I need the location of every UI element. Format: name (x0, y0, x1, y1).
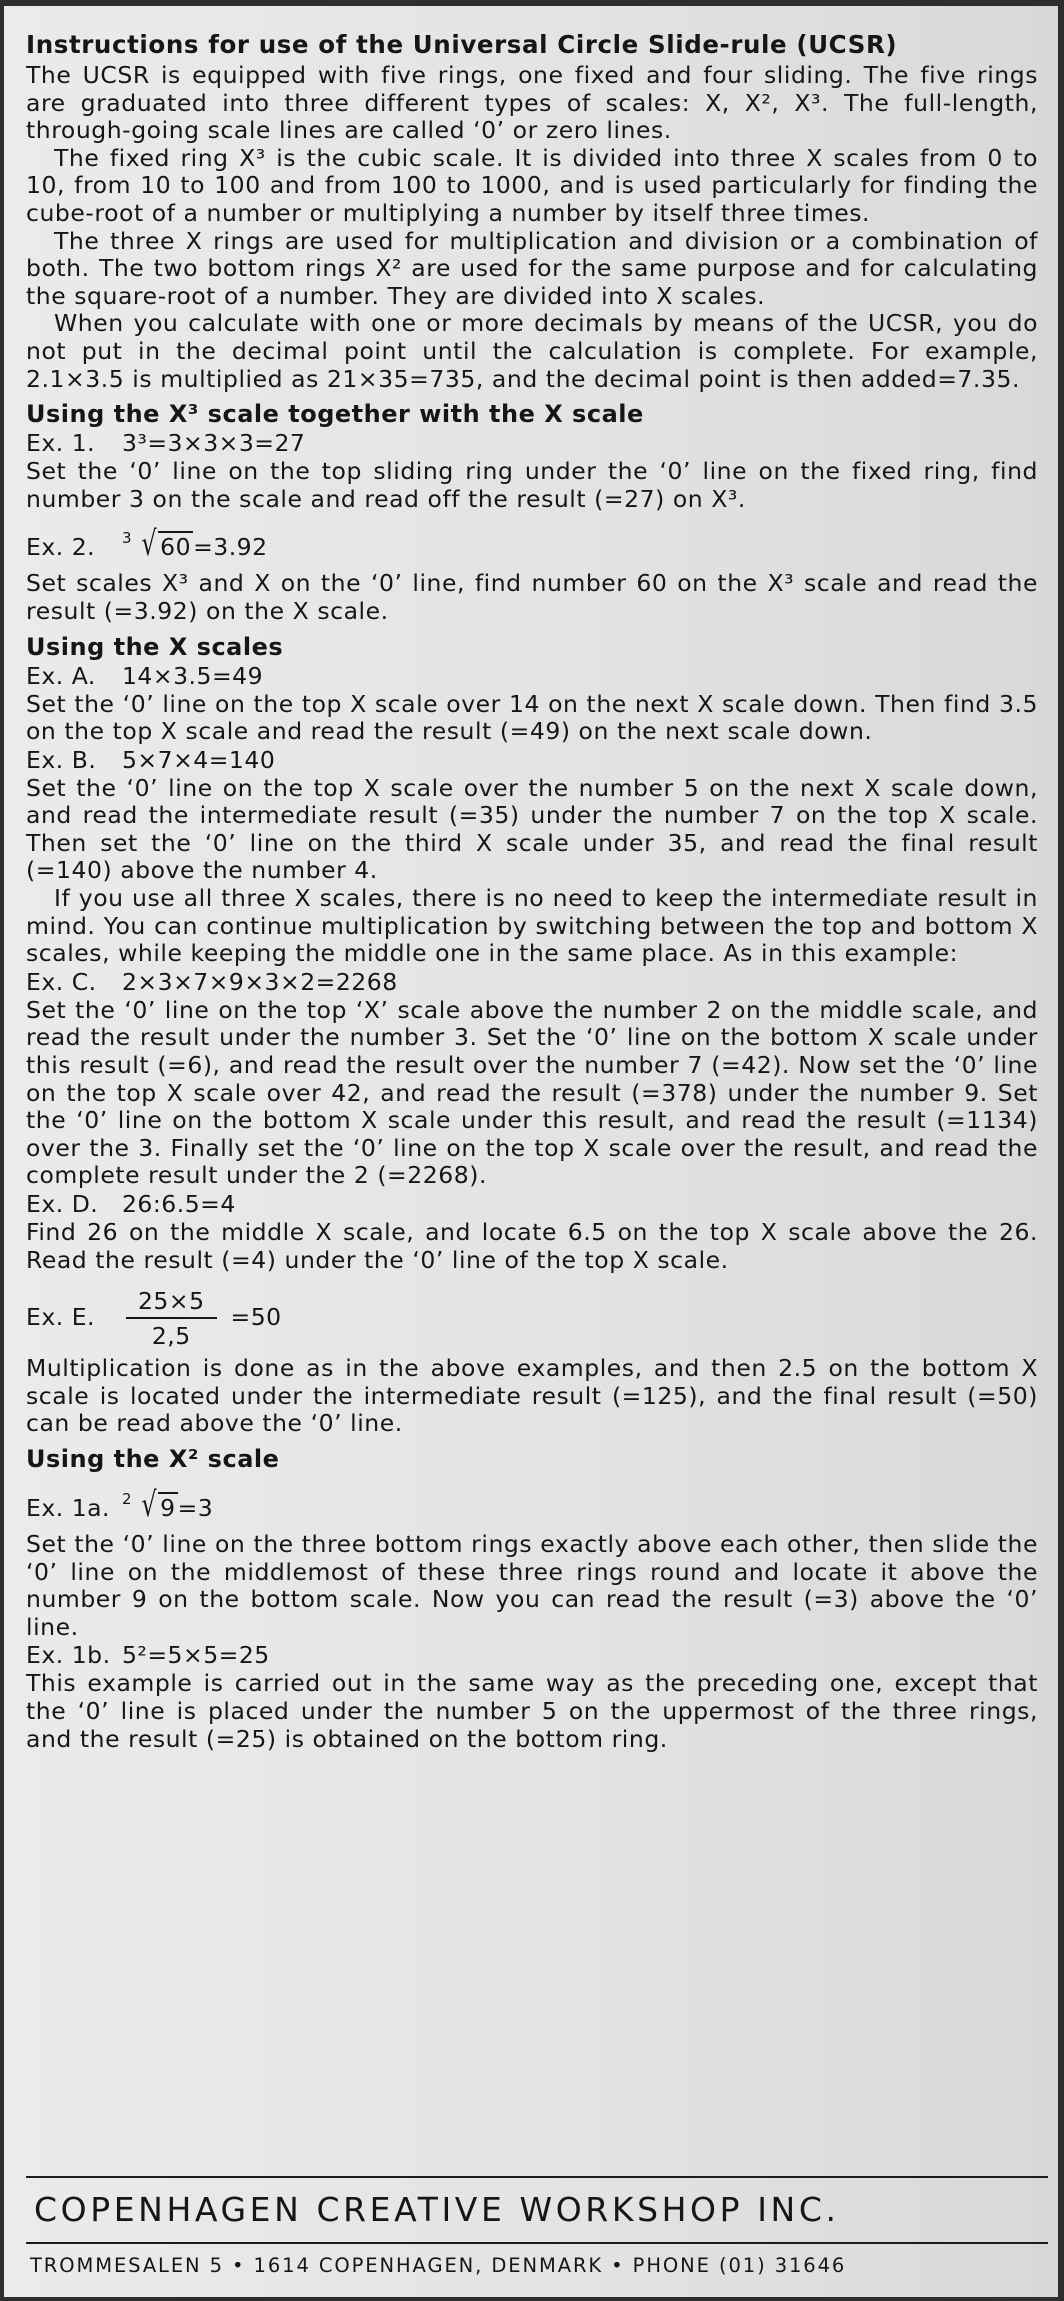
example-label: Ex. C. (26, 967, 97, 996)
radicand: 9 (160, 1493, 176, 1522)
example-label: Ex. D. (26, 1190, 99, 1218)
example-1a-text: Set the ‘0’ line on the three bottom rings exactly above each other, then slide the ‘0’ line on the middlemost of these three rings round and locate it above the number 9 on the bottom scale. Now you can read the result (=3) above the ‘0’ line. (26, 1529, 1038, 1641)
fraction-numerator: 25×5 (126, 1288, 217, 1319)
company-name: COPENHAGEN CREATIVE WORKSHOP INC. (34, 2190, 840, 2229)
root-index: 2 (121, 1489, 133, 1508)
example-result: =3 (177, 1493, 214, 1522)
example-e-text: Multiplication is done as in the above examples, and then 2.5 on the bottom X scale is located under the intermediate result (=125), and the final result (=50) can be read above the ‘0’ line. (26, 1354, 1038, 1438)
example-2-line (26, 524, 1038, 565)
example-label: Ex. 1a. (26, 1493, 111, 1522)
section-heading-x2: Using the X² scale (26, 1444, 280, 1473)
example-1b-text: This example is carried out in the same way as the preceding one, except that the ‘0’ line is placed under the number 5 on the uppermost of the three rings, and the result (=25) is obtained on the bottom ring. (26, 1669, 1038, 1753)
section-heading-x3: Using the X³ scale together with the X scale (26, 400, 644, 429)
example-label: Ex. 1b. (26, 1641, 111, 1670)
example-label: Ex. E. (26, 1303, 96, 1332)
intro-paragraph: The UCSR is equipped with five rings, one fixed and four sliding. The five rings are graduated into three different types of scales: X, X², X³. The full-length, through-going scale lines are called ‘0’ or zero lines. (26, 61, 1038, 145)
footer-rule-bottom (26, 2242, 1048, 2244)
fraction-denominator: 2,5 (151, 1322, 191, 1351)
example-label: Ex. A. (26, 661, 96, 690)
intro-paragraph: The three X rings are used for multiplication and division or a combination of both. The two bottom rings X² are used for the same purpose and for calculating the square-root of a number. They are divided into X scales. (26, 226, 1038, 310)
page-title: Instructions for use of the Universal Circle Slide-rule (UCSR) (26, 30, 898, 59)
radical-sign-icon: √ (141, 1484, 157, 1525)
example-c-text: Set the ‘0’ line on the top ‘X’ scale above the number 2 on the middle scale, and read the result under the number 3. Set the ‘0’ line on the bottom X scale under this result (=6), and read the result over the number 7 (=42). Now set the ‘0’ line on the top X scale over 42, and read the result (=378) under the number 9. Set the ‘0’ line on the bottom X scale under this result, and read the result (=1134) over the 3. Finally set the ‘0’ line on the top X scale over the result, and read the complete result under the 2 (=2268). (26, 995, 1038, 1190)
example-d-text: Find 26 on the middle X scale, and locate 6.5 on the top X scale above the 26. Read the result (=4) under the ‘0’ line of the top X scale. (26, 1218, 1038, 1274)
example-formula: 3³=3×3×3=27 (121, 429, 306, 458)
square-root-expression (121, 1484, 178, 1525)
example-1-text: Set the ‘0’ line on the top sliding ring under the ‘0’ line on the fixed ring, find number 3 on the scale and read off the result (=27) on X³. (26, 457, 1038, 513)
example-1a-line (26, 1484, 1038, 1525)
example-b-text: Set the ‘0’ line on the top X scale over the number 5 on the next X scale down, and read the intermediate result (=35) under the number 7 on the top X scale. Then set the ‘0’ line on the third X scale under 35, and read the final result (=140) above the number 4. (26, 773, 1038, 885)
example-formula: 5×7×4=140 (121, 745, 276, 774)
example-result: =3.92 (193, 533, 268, 562)
radical-sign-icon: √ (141, 524, 157, 565)
example-label: Ex. 2. (26, 533, 96, 562)
root-index: 3 (121, 529, 133, 548)
intro-section (26, 62, 1038, 393)
example-formula: 2×3×7×9×3×2=2268 (121, 967, 398, 996)
company-address: TROMMESALEN 5 • 1614 COPENHAGEN, DENMARK • PHONE (01) 31646 (30, 2254, 847, 2277)
section-heading-x: Using the X scales (26, 632, 284, 661)
example-formula: 5²=5×5=25 (121, 1641, 270, 1670)
example-result: =50 (230, 1303, 282, 1332)
intro-paragraph: The fixed ring X³ is the cubic scale. It is divided into three X scales from 0 to 10, from 10 to 100 and from 100 to 1000, and is used particularly for finding the cube-root of a number or multiplying a number by itself three times. (26, 143, 1038, 227)
fraction (126, 1288, 217, 1349)
example-formula: 26:6.5=4 (121, 1190, 236, 1218)
cube-root-expression (121, 524, 193, 565)
footer-rule-top (26, 2176, 1048, 2178)
example-a-line (26, 662, 1038, 691)
example-1-line (26, 429, 1038, 458)
example-b-line (26, 746, 1038, 775)
intro-paragraph: When you calculate with one or more decimals by means of the UCSR, you do not put in the decimal point until the calculation is complete. For example, 2.1×3.5 is multiplied as 21×35=735, and the decimal point is then added=7.35. (26, 309, 1038, 393)
example-b-note: If you use all three X scales, there is no need to keep the intermediate result in mind. You can continue multiplication by switching between the top and bottom X scales, while keeping the middle one in the same place. As in this example: (26, 884, 1038, 968)
example-1b-line (26, 1641, 1038, 1670)
example-d-line (26, 1190, 1038, 1219)
radicand: 60 (160, 533, 192, 562)
example-2-text: Set scales X³ and X on the ‘0’ line, find number 60 on the X³ scale and read the result (=3.92) on the X scale. (26, 569, 1038, 625)
instruction-sheet (4, 6, 1058, 2297)
example-label: Ex. 1. (26, 429, 96, 458)
example-a-text: Set the ‘0’ line on the top X scale over 14 on the next X scale down. Then find 3.5 on the top X scale and read the result (=49) on the next scale down. (26, 689, 1038, 746)
example-c-line (26, 968, 1038, 997)
example-label: Ex. B. (26, 745, 97, 774)
example-e-line (26, 1288, 1038, 1349)
example-formula: 14×3.5=49 (121, 661, 264, 690)
